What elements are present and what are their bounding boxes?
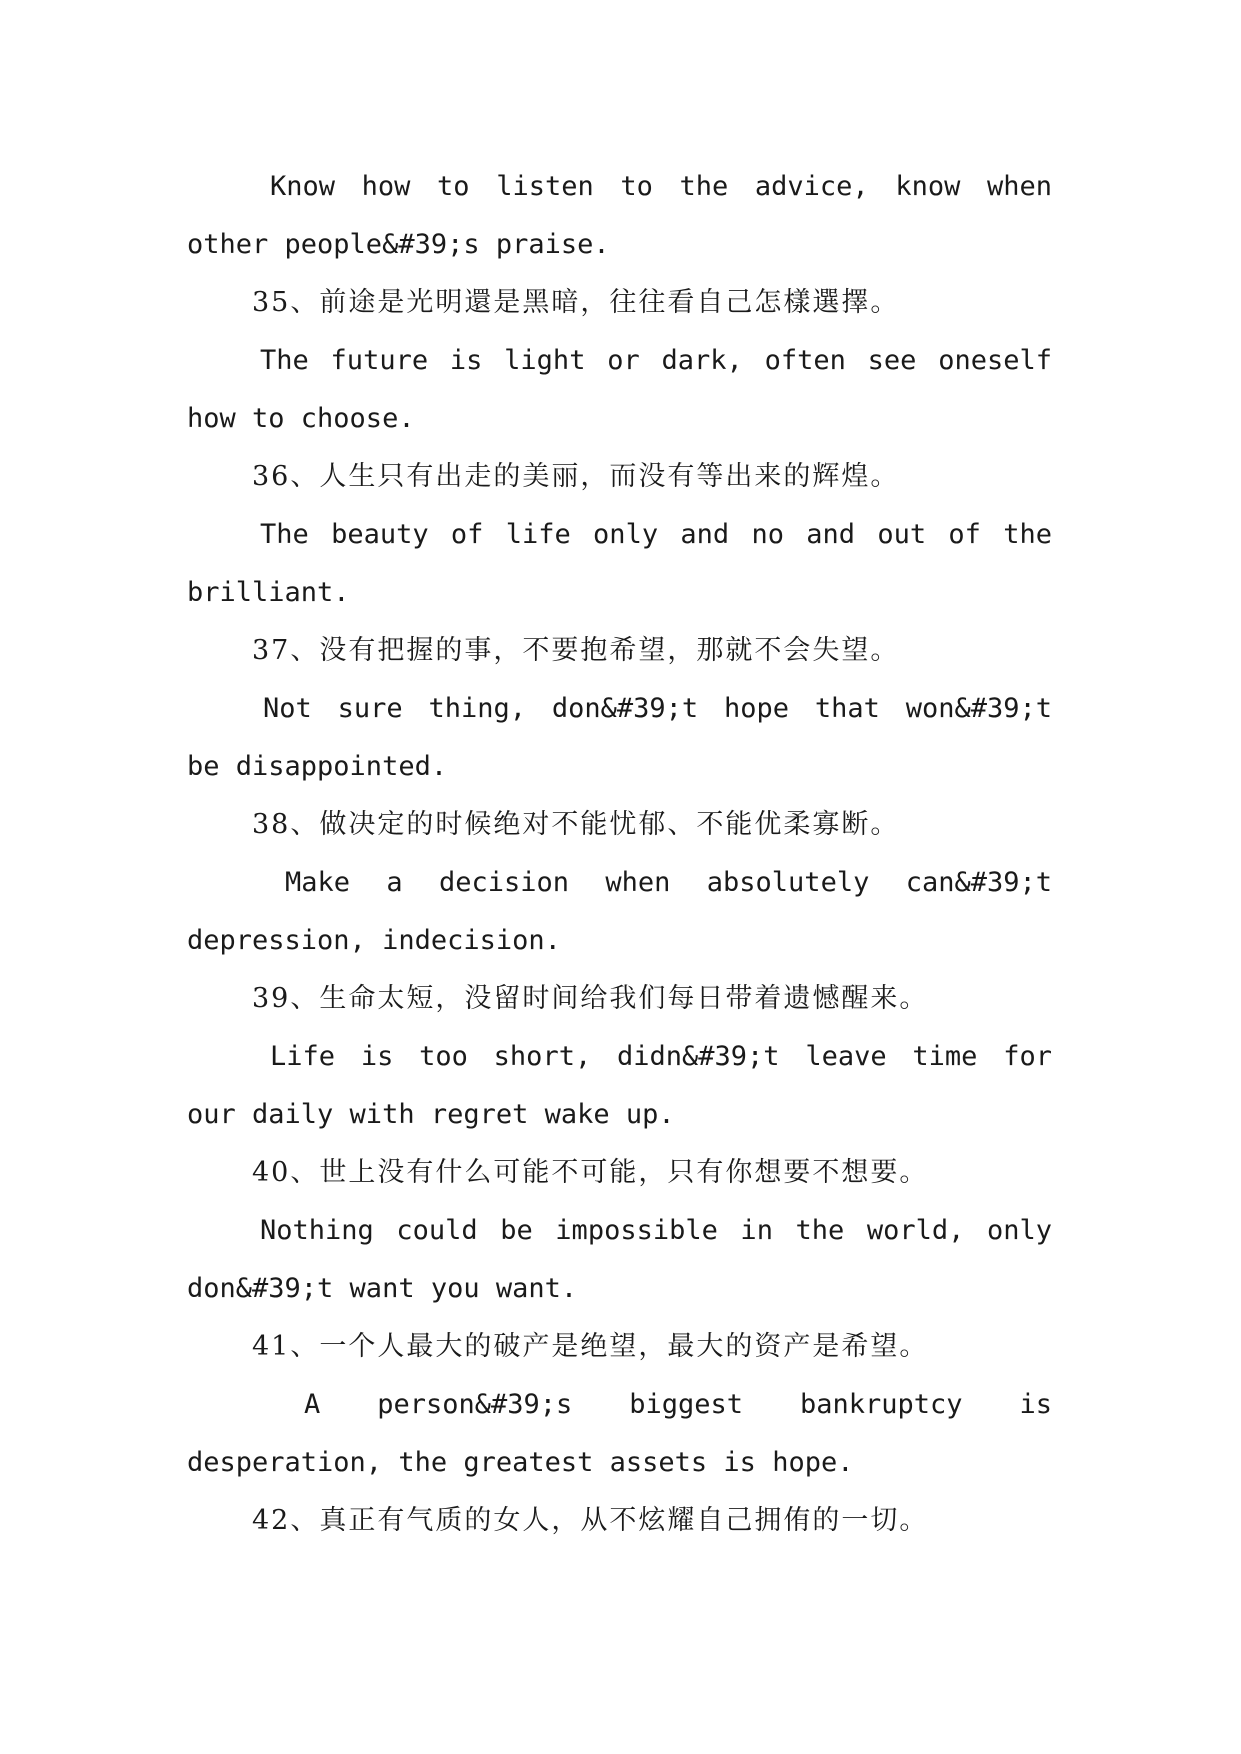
text-line: A person&#39;s biggest bankruptcy is: [304, 1389, 1052, 1420]
text-line: Life is too short, didn&#39;t leave time for: [270, 1041, 1052, 1072]
quote-heading-35: 35、前途是光明還是黑暗，往往看自己怎樣選擇。: [252, 287, 900, 318]
quote-heading-36: 36、人生只有出走的美丽，而没有等出来的辉煌。: [252, 461, 900, 492]
text-line: don&#39;t want you want.: [187, 1273, 578, 1304]
document-body: [187, 158, 1052, 1550]
text-line: The beauty of life only and no and out of the: [260, 519, 1052, 550]
text-line: Know how to listen to the advice, know when: [270, 171, 1052, 202]
text-line: how to choose.: [187, 403, 415, 434]
text-line: be disappointed.: [187, 751, 448, 782]
text-line: desperation, the greatest assets is hope.: [187, 1447, 854, 1478]
quote-heading-39: 39、生命太短，没留时间给我们每日带着遗憾醒来。: [252, 983, 929, 1014]
text-line: brilliant.: [187, 577, 350, 608]
text-line: depression, indecision.: [187, 925, 561, 956]
text-line: Nothing could be impossible in the world, only: [260, 1215, 1052, 1246]
text-line: Not sure thing, don&#39;t hope that won&#39;t: [263, 693, 1052, 724]
quote-heading-42: 42、真正有气质的女人，从不炫耀自己拥侑的一切。: [252, 1505, 929, 1536]
text-line: other people&#39;s praise.: [187, 229, 610, 260]
text-line: The future is light or dark, often see oneself: [260, 345, 1052, 376]
text-line: our daily with regret wake up.: [187, 1099, 675, 1130]
text-line: Make a decision when absolutely can&#39;t: [285, 867, 1052, 898]
quote-heading-41: 41、一个人最大的破产是绝望，最大的资产是希望。: [252, 1331, 929, 1362]
quote-heading-37: 37、没有把握的事，不要抱希望，那就不会失望。: [252, 635, 900, 666]
quote-heading-38: 38、做决定的时候绝对不能忧郁、不能优柔寡断。: [252, 809, 900, 840]
quote-heading-40: 40、世上没有什么可能不可能，只有你想要不想要。: [252, 1157, 929, 1188]
